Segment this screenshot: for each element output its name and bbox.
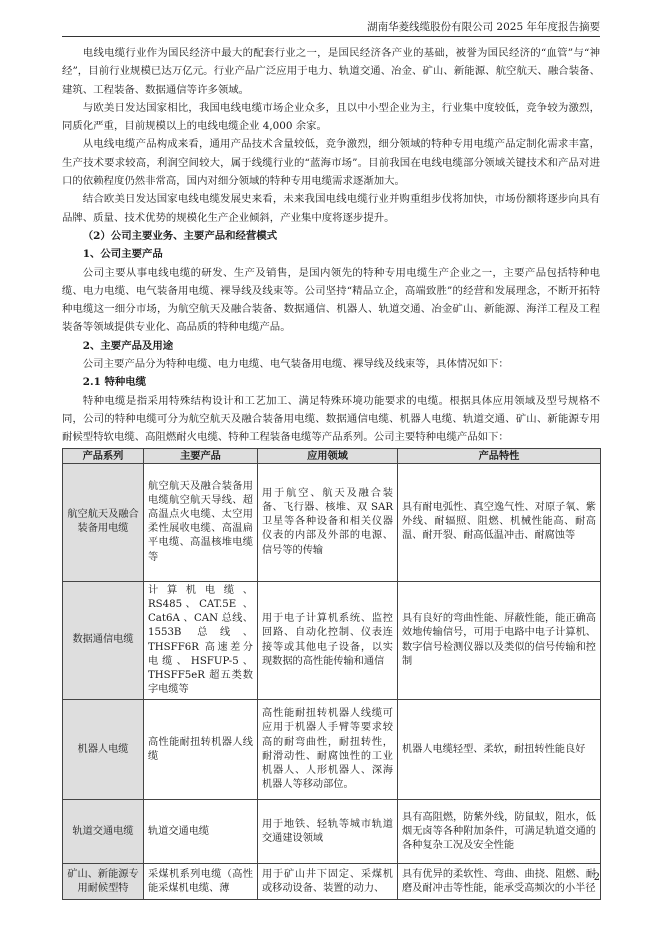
column-header: 产品特性 <box>398 448 601 463</box>
feature-cell: 具有耐电弧性、真空逸气性、对原子氧、紫外线、耐辐照、阻燃、机械性能高、耐高温、耐开裂、耐高低温冲击、耐腐蚀等 <box>398 463 601 581</box>
products-cell: 高性能耐扭转机器人线缆 <box>144 700 258 800</box>
paragraph: 从电线电缆产品构成来看，通用产品技术含量较低，竞争激烈，细分领域的特种专用电缆产品定制化需求丰富，生产技术要求较高，利润空间较大，属于线缆行业的“蓝海市场”。目前我国在电线电缆部分领域关键技术和产品对进口的依赖程度仍然非常高，国内对细分领域的特种专用电缆需求逐渐加大。 <box>62 138 600 188</box>
products-cell: 采煤机系列电缆（高性能采煤机电缆、薄 <box>144 864 258 900</box>
subsection-heading: 2、主要产品及用途 <box>82 339 174 352</box>
table-row <box>63 800 601 864</box>
header-title: 湖南华菱线缆股份有限公司 2025 年年度报告摘要 <box>367 21 600 33</box>
application-cell: 高性能耐扭转机器人线缆可应用于机器人手臂等要求较高的耐弯曲性，耐扭转性，耐滑动性、耐腐蚀性的工业机器人、人形机器人、深海机器人等移动部位。 <box>258 700 398 800</box>
column-header: 应用领域 <box>258 448 398 463</box>
paragraph: 结合欧美日发达国家电线电缆发展史来看，未来我国电线电缆行业并购重组步伐将加快，市场份额将逐步向具有品牌、质量、技术优势的规模化生产企业倾斜，产业集中度将逐步提升。 <box>62 193 600 224</box>
paragraph: 公司主要从事电线电缆的研发、生产及销售，是国内领先的特种专用电缆生产企业之一，主要产品包括特种电缆、电力电缆、电气装备用电缆、裸导线及线束等。公司坚持“精品立企，高端致胜”的经营和发展理念，不断开拓特种电缆这一细分市场，为航空航天及融合装备、数据通信、机器人、轨道交通、冶金矿山、新能源、海洋工程及工程装备等领域提供专业化、高品质的特种电缆产品。 <box>62 266 600 334</box>
column-header: 主要产品 <box>144 448 258 463</box>
products-cell: 计算机电缆、RS485、CAT.5E 、 Cat6A 、CAN 总线、1553B 总线、THSFF6R 高速差分电缆、HSFUP-5、THSFF5eR 超五类数字电缆等 <box>144 581 258 700</box>
special-cable-table <box>62 448 601 901</box>
subsection-heading: 1、公司主要产品 <box>82 248 163 261</box>
series-cell: 航空航天及融合装备用电缆 <box>63 463 144 581</box>
feature-cell: 具有高阻燃，防紫外线，防鼠蚁，阻水，低烟无卤等各种附加条件，可满足轨道交通的各种复杂工况及安全性能 <box>398 800 601 864</box>
table-header-row <box>63 448 601 463</box>
table-row <box>63 864 601 900</box>
series-cell: 矿山、新能源专用耐候型特 <box>63 864 144 900</box>
paragraph: 特种电缆是指采用特殊结构设计和工艺加工、满足特殊环境功能要求的电缆。根据具体应用领域及型号规格不同，公司的特种电缆可分为航空航天及融合装备用电缆、数据通信电缆、机器人电缆、轨道交通、矿山、新能源专用耐候型特软电缆、高阻燃耐火电缆、特种工程装备电缆等产品系列。公司主要特种电缆产品如下： <box>62 394 600 444</box>
paragraph: 电线电缆行业作为国民经济中最大的配套行业之一，是国民经济各产业的基础，被誉为国民经济的“血管”与“神经”，目前行业规模已达万亿元。行业产品广泛应用于电力、轨道交通、冶金、矿山、新能源、航空航天、融合装备、建筑、工程装备、数据通信等许多领域。 <box>62 47 600 96</box>
application-cell: 用于地铁、轻轨等城市轨道交通建设领域 <box>258 800 398 864</box>
application-cell: 用于电子计算机系统、监控回路、自动化控制、仪表连接等或其他电子设备，以实现数据的高性能传输和通信 <box>258 581 398 700</box>
feature-cell: 具有良好的弯曲性能、屏蔽性能，能正确高效地传输信号，可用于电路中电子计算机、数字信号检测仪器以及类似的信号传输和控制 <box>398 581 601 700</box>
section-heading: （2）公司主要业务、主要产品和经营模式 <box>82 229 278 242</box>
paragraph: 与欧美日发达国家相比，我国电线电缆市场企业众多，且以中小型企业为主，行业集中度较低，竞争较为激烈，同质化严重，目前规模以上的电线电缆企业 4,000 余家。 <box>62 101 600 133</box>
application-cell: 用于航空、航天及融合装备、飞行器、核堆、双 SAR 卫星等各种设备和相关仪器仪表的内部及外部的电源、信号等的传输 <box>258 463 398 581</box>
series-cell: 数据通信电缆 <box>63 581 144 700</box>
page-header <box>62 18 600 37</box>
column-header: 产品系列 <box>63 448 144 463</box>
report-body <box>62 44 600 900</box>
feature-cell: 机器人电缆轻型、柔软，耐扭转性能良好 <box>398 700 601 800</box>
table-row <box>63 581 601 700</box>
application-cell: 用于矿山井下固定、采煤机或移动设备、装置的动力、 <box>258 864 398 900</box>
table-row <box>63 463 601 581</box>
feature-cell: 具有优异的柔软性、弯曲、曲挠、阻燃、耐磨及耐冲击等性能，能承受高频次的小半径 <box>398 864 601 900</box>
products-cell: 轨道交通电缆 <box>144 800 258 864</box>
page-number: 2 <box>593 872 600 883</box>
series-cell: 轨道交通电缆 <box>63 800 144 864</box>
products-cell: 航空航天及融合装备用电缆航空航天导线、超高温点火电缆、太空用柔性展收电缆、高温扁平电缆、高温核堆电缆等 <box>144 463 258 581</box>
subsection-heading: 2.1 特种电缆 <box>82 376 147 389</box>
paragraph: 公司主要产品分为特种电缆、电力电缆、电气装备用电缆、裸导线及线束等，具体情况如下： <box>82 358 509 371</box>
series-cell: 机器人电缆 <box>63 700 144 800</box>
table-row <box>63 700 601 800</box>
